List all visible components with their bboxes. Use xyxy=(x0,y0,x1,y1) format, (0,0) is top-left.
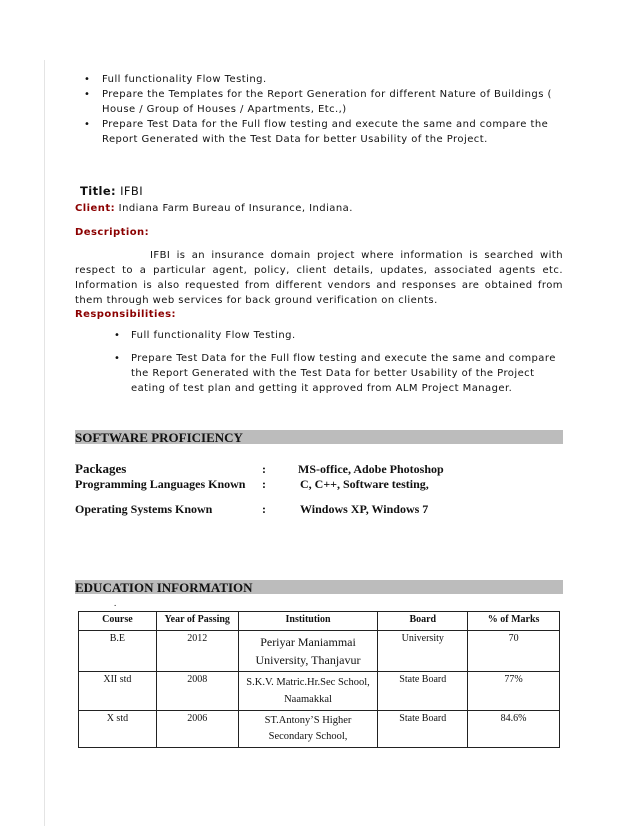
project-client xyxy=(75,201,353,216)
column-header: Board xyxy=(378,612,468,631)
column-header: Institution xyxy=(238,612,378,631)
course-cell: X std xyxy=(79,711,157,748)
os-value: Windows XP, Windows 7 xyxy=(300,502,429,516)
column-header: Year of Passing xyxy=(156,612,238,631)
board-cell: State Board xyxy=(378,711,468,748)
languages-label: Programming Languages Known xyxy=(75,477,246,491)
table-row xyxy=(79,711,560,748)
bullet-icon: • xyxy=(114,330,121,341)
list-item: • Prepare Test Data for the Full flow testing and execute the same and compare the Report Generated with the Test Data for better Usability of the Project. xyxy=(84,119,549,145)
client-label: Client: xyxy=(75,203,116,214)
project-title xyxy=(80,184,143,198)
project-title-label: Title: xyxy=(80,184,117,198)
course-cell: B.E xyxy=(79,631,157,672)
client-value: Indiana Farm Bureau of Insurance, Indiana. xyxy=(118,203,353,214)
description-text: IFBI is an insurance domain project where information is searched with respect to a particular agent, policy, client details, updates, associated agents etc. Information is also requested from different vendors and responses are obtained from them through web services for back ground verification on clients. xyxy=(75,250,563,306)
software-proficiency-heading: SOFTWARE PROFICIENCY xyxy=(75,430,563,444)
list-item: • Full functionality Flow Testing. xyxy=(114,330,296,341)
institution-cell: ST.Antony’S Higher Secondary School, xyxy=(238,711,378,748)
year-cell: 2012 xyxy=(156,631,238,672)
marks-cell: 70 xyxy=(468,631,560,672)
bullet-icon: • xyxy=(84,74,91,85)
stray-mark: . xyxy=(114,598,117,608)
marks-cell: 77% xyxy=(468,672,560,711)
bullet-icon: • xyxy=(114,353,121,364)
responsibilities-list xyxy=(112,328,564,404)
os-label: Operating Systems Known xyxy=(75,502,213,516)
previous-project-bullets xyxy=(82,72,572,147)
bullet-icon: • xyxy=(84,89,91,100)
packages-label: Packages xyxy=(75,461,127,476)
os-colon: : xyxy=(262,502,266,516)
education-heading: EDUCATION INFORMATION xyxy=(75,580,563,594)
project-title-value: IFBI xyxy=(120,184,143,198)
responsibilities-heading: Responsibilities: xyxy=(75,309,176,320)
column-header: % of Marks xyxy=(468,612,560,631)
education-table xyxy=(78,611,560,748)
packages-colon: : xyxy=(262,462,266,476)
course-cell: XII std xyxy=(79,672,157,711)
languages-colon: : xyxy=(262,477,266,491)
list-item: • Prepare Test Data for the Full flow testing and execute the same and compare the Report Generated with the Test Data for better Usability of the Project eating of test plan and getting it approved from ALM Project Manager. xyxy=(114,353,556,394)
year-cell: 2008 xyxy=(156,672,238,711)
institution-cell: S.K.V. Matric.Hr.Sec School, Naamakkal xyxy=(238,672,378,711)
bullet-icon: • xyxy=(84,119,91,130)
list-item: • Prepare the Templates for the Report Generation for different Nature of Buildings ( House / Group of Houses / Apartments, Etc.,) xyxy=(84,89,552,115)
board-cell: University xyxy=(378,631,468,672)
table-row xyxy=(79,672,560,711)
institution-cell: Periyar Maniammai University, Thanjavur xyxy=(238,631,378,672)
languages-value: C, C++, Software testing, xyxy=(300,477,429,491)
description-heading: Description: xyxy=(75,227,150,238)
table-row xyxy=(79,631,560,672)
list-item: • Full functionality Flow Testing. xyxy=(84,74,267,85)
marks-cell: 84.6% xyxy=(468,711,560,748)
page-margin-line xyxy=(44,60,45,826)
column-header: Course xyxy=(79,612,157,631)
year-cell: 2006 xyxy=(156,711,238,748)
packages-value: MS-office, Adobe Photoshop xyxy=(298,462,444,476)
table-header-row xyxy=(79,612,560,631)
board-cell: State Board xyxy=(378,672,468,711)
